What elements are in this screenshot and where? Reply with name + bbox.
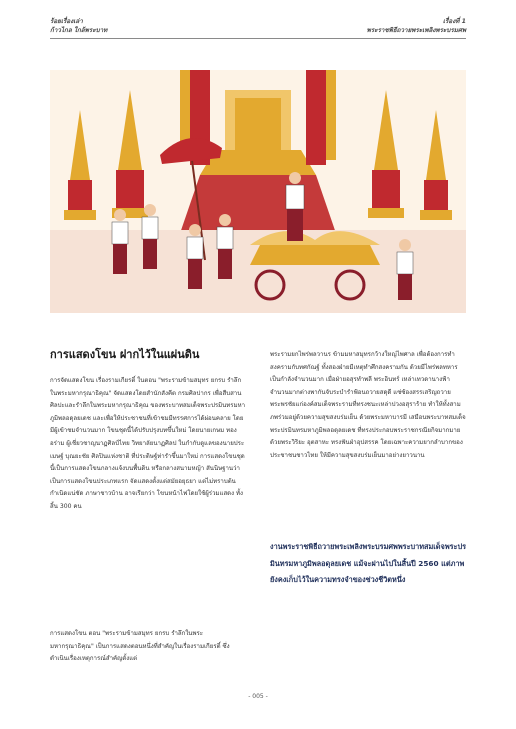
khon-performance-illustration (50, 70, 466, 313)
header-right (367, 17, 466, 35)
article-title: การแสดงโขน ฝากไว้ในแผ่นดิน (50, 348, 200, 361)
article-paragraph-2: การแสดงโขน ตอน "พระรามข้ามสมุทร ยกรบ รำลึกในพระมหากรุณาธิคุณ" เป็นการแสดงตอนหนึ่งที่สำคัญในเรื่องรามเกียรติ์ ซึ่งดำเนินเรื่องเหตุการณ์สำคัญตั้งแต่ (50, 630, 230, 663)
header-divider (50, 38, 466, 39)
header-left-line1: ร้อยเรื่องเล่า (50, 18, 83, 25)
article-paragraph-1: การจัดแสดงโขน เรื่องรามเกียรติ์ ในตอน "พระรามข้ามสมุทร ยกรบ รำลึกในพระมหากรุณาธิคุณ" จัดแสดงโดยสำนักสังคีต กรมศิลปากร เพื่อสืบสานศิลปะและรำลึกในพระมหากรุณาธิคุณ ของพระบาทสมเด็จพระปรมินทรมหาภูมิพลอดุลยเดช และเพื่อให้ประชาชนที่เข้าชมมีทรรศการได้ผ่อนคลาย โดยมีผู้เข้าชมจำนวนมาก โขนชุดนี้ได้ปรับปรุงบทขึ้นใหม่ โดยนายเกษม ทองอร่าม ผู้เชี่ยวชาญนาฏศิลป์ไทย วิทยาลัยนาฏศิลป ในกำกับดูแลของนายประเมษฐ์ บุณยะชัย ศิลปินแห่งชาติ ที่ประดิษฐ์ท่ารำขึ้นมาใหม่ การแสดงโขนชุดนี้เป็นการแสดงโขนกลางแจ้งบนพื้นดิน หรือกลางสนามหญ้า สันนิษฐานว่าเป็นการแสดงโขนประเภทแรก จัดแสดงตั้งแต่สมัยอยุธยา แต่ไม่ทราบต้นกำเนิดแน่ชัด ภาษาชาวบ้าน อาจเรียกว่า โขนหน้าไฟโดยใช้ผู้ร่วมแสดง ทั้งสิ้น 300 คน (50, 377, 246, 510)
article-paragraph-3: พระรามยกไพร่พลวานร ข้ามมหาสมุทรกว้างใหญ่ไพศาล เพื่อต้องการทำสงครามกับทศกัณฐ์ ทั้งสองฝ่ายมีเหตุทำศึกสงครามกัน ด้วยมีไพร่พลทหารเป็นกำลังจำนวนมาก เมื่อฝ่ายอสุรทำพลี พระอินทร์ เหล่าเทวดานางฟ้าจำนวนมากต่างพากันจับระบำรำฟ้อนถวายสดุดี แซ่ซ้องสรรเสริญถวายพระพรชัยแก่องค์สมเด็จพระรามที่ทรงชนะเหล่าปวงอสุราร้าย ทำให้ทั้งสามภพร่วมอยู่ด้วยความสุขสงบร่มเย็น ด้วยพระมหาบารมี เสมือนพระบาทสมเด็จพระปรมินทรมหาภูมิพลอดุลยเดช ที่ทรงประกอบพระราชกรณียกิจมากมายด้วยพระวิริยะ อุตสาหะ ทรงฟันฝ่าอุปสรรค โดยเฉพาะความยากลำบากของประชาชนชาวไทย ให้มีความสุขสงบร่มเย็นมาอย่างยาวนาน (270, 351, 466, 459)
header-left (50, 17, 107, 35)
header-right-line2: พระราชพิธีถวายพระเพลิงพระบรมศพ (366, 27, 466, 34)
header-right-line1: เรื่องที่ 1 (442, 18, 466, 25)
header-left-line2: ก้าวไกล ใกล้พระบาท (50, 27, 108, 34)
article-highlight: งานพระราชพิธีถวายพระเพลิงพระบรมศพพระบาทสมเด็จพระปรมินทรมหาภูมิพลอดุลยเดช แม้จะผ่านไปในสิ้นปี 2560 แต่ภาพยังคงเก็บไว้ในความทรงจำของช่วงชีวิตหนึ่ง (270, 542, 467, 584)
page-number: - 005 - (248, 693, 268, 700)
